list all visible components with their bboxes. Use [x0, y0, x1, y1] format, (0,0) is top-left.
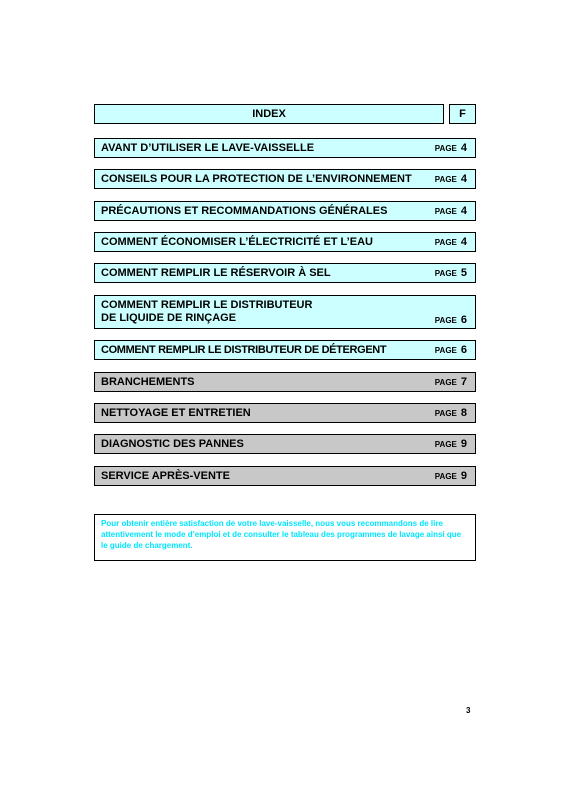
toc-entry-page: PAGE 4	[434, 236, 467, 248]
toc-entry-page: PAGE 9	[434, 470, 467, 482]
toc-entry-connections[interactable]	[94, 372, 476, 392]
toc-entry-cleaning[interactable]	[94, 403, 476, 423]
toc-entry-title: COMMENT REMPLIR LE DISTRIBUTEUR DE DÉTERGENT	[101, 344, 387, 356]
toc-entry-title: COMMENT REMPLIR LE RÉSERVOIR À SEL	[101, 267, 331, 279]
toc-entry-environment[interactable]	[94, 169, 476, 189]
toc-entry-title-line1: COMMENT REMPLIR LE DISTRIBUTEUR	[101, 299, 313, 311]
toc-entry-title	[101, 299, 435, 326]
toc-entry-page: PAGE 4	[434, 142, 467, 154]
toc-entry-title-line2: DE LIQUIDE DE RINÇAGE	[101, 312, 237, 324]
toc-entry-title: BRANCHEMENTS	[101, 376, 195, 388]
language-letter: F	[459, 108, 466, 120]
toc-entry-rinse-aid[interactable]	[94, 295, 476, 329]
toc-entry-energy-saving[interactable]	[94, 232, 476, 252]
toc-entry-title: DIAGNOSTIC DES PANNES	[101, 438, 244, 450]
toc-entry-after-sales[interactable]	[94, 466, 476, 486]
index-header	[94, 104, 444, 124]
page-number: 3	[466, 706, 471, 715]
toc-entry-page: PAGE 6	[434, 344, 467, 356]
toc-entry-page: PAGE 5	[434, 267, 467, 279]
toc-entry-troubleshooting[interactable]	[94, 434, 476, 454]
toc-entry-page: PAGE 9	[434, 438, 467, 450]
language-tag	[449, 104, 476, 124]
toc-entry-salt[interactable]	[94, 263, 476, 283]
toc-entry-title: COMMENT ÉCONOMISER L’ÉLECTRICITÉ ET L’EAU	[101, 236, 373, 248]
toc-entry-title: CONSEILS POUR LA PROTECTION DE L’ENVIRONNEMENT	[101, 173, 412, 185]
index-title: INDEX	[252, 108, 286, 120]
toc-entry-title: PRÉCAUTIONS ET RECOMMANDATIONS GÉNÉRALES	[101, 205, 388, 217]
toc-entry-precautions[interactable]	[94, 201, 476, 221]
toc-entry-detergent[interactable]	[94, 340, 476, 360]
toc-entry-page: PAGE 8	[434, 407, 467, 419]
toc-entry-page: PAGE 4	[434, 173, 467, 185]
toc-entry-page: PAGE 6	[434, 314, 467, 326]
toc-entry-page: PAGE 7	[434, 376, 467, 388]
toc-entry-page: PAGE 4	[434, 205, 467, 217]
satisfaction-note: Pour obtenir entière satisfaction de votre lave-vaisselle, nous vous recommandons de lire attentivement le mode d’emploi et de consulter le tableau des programmes de lavage ainsi que le guide de chargement.	[94, 514, 476, 561]
toc-entry-title: NETTOYAGE ET ENTRETIEN	[101, 407, 251, 419]
toc-entry-title: SERVICE APRÈS-VENTE	[101, 470, 230, 482]
toc-entry-before-use[interactable]	[94, 138, 476, 158]
toc-entry-title: AVANT D’UTILISER LE LAVE-VAISSELLE	[101, 142, 315, 154]
